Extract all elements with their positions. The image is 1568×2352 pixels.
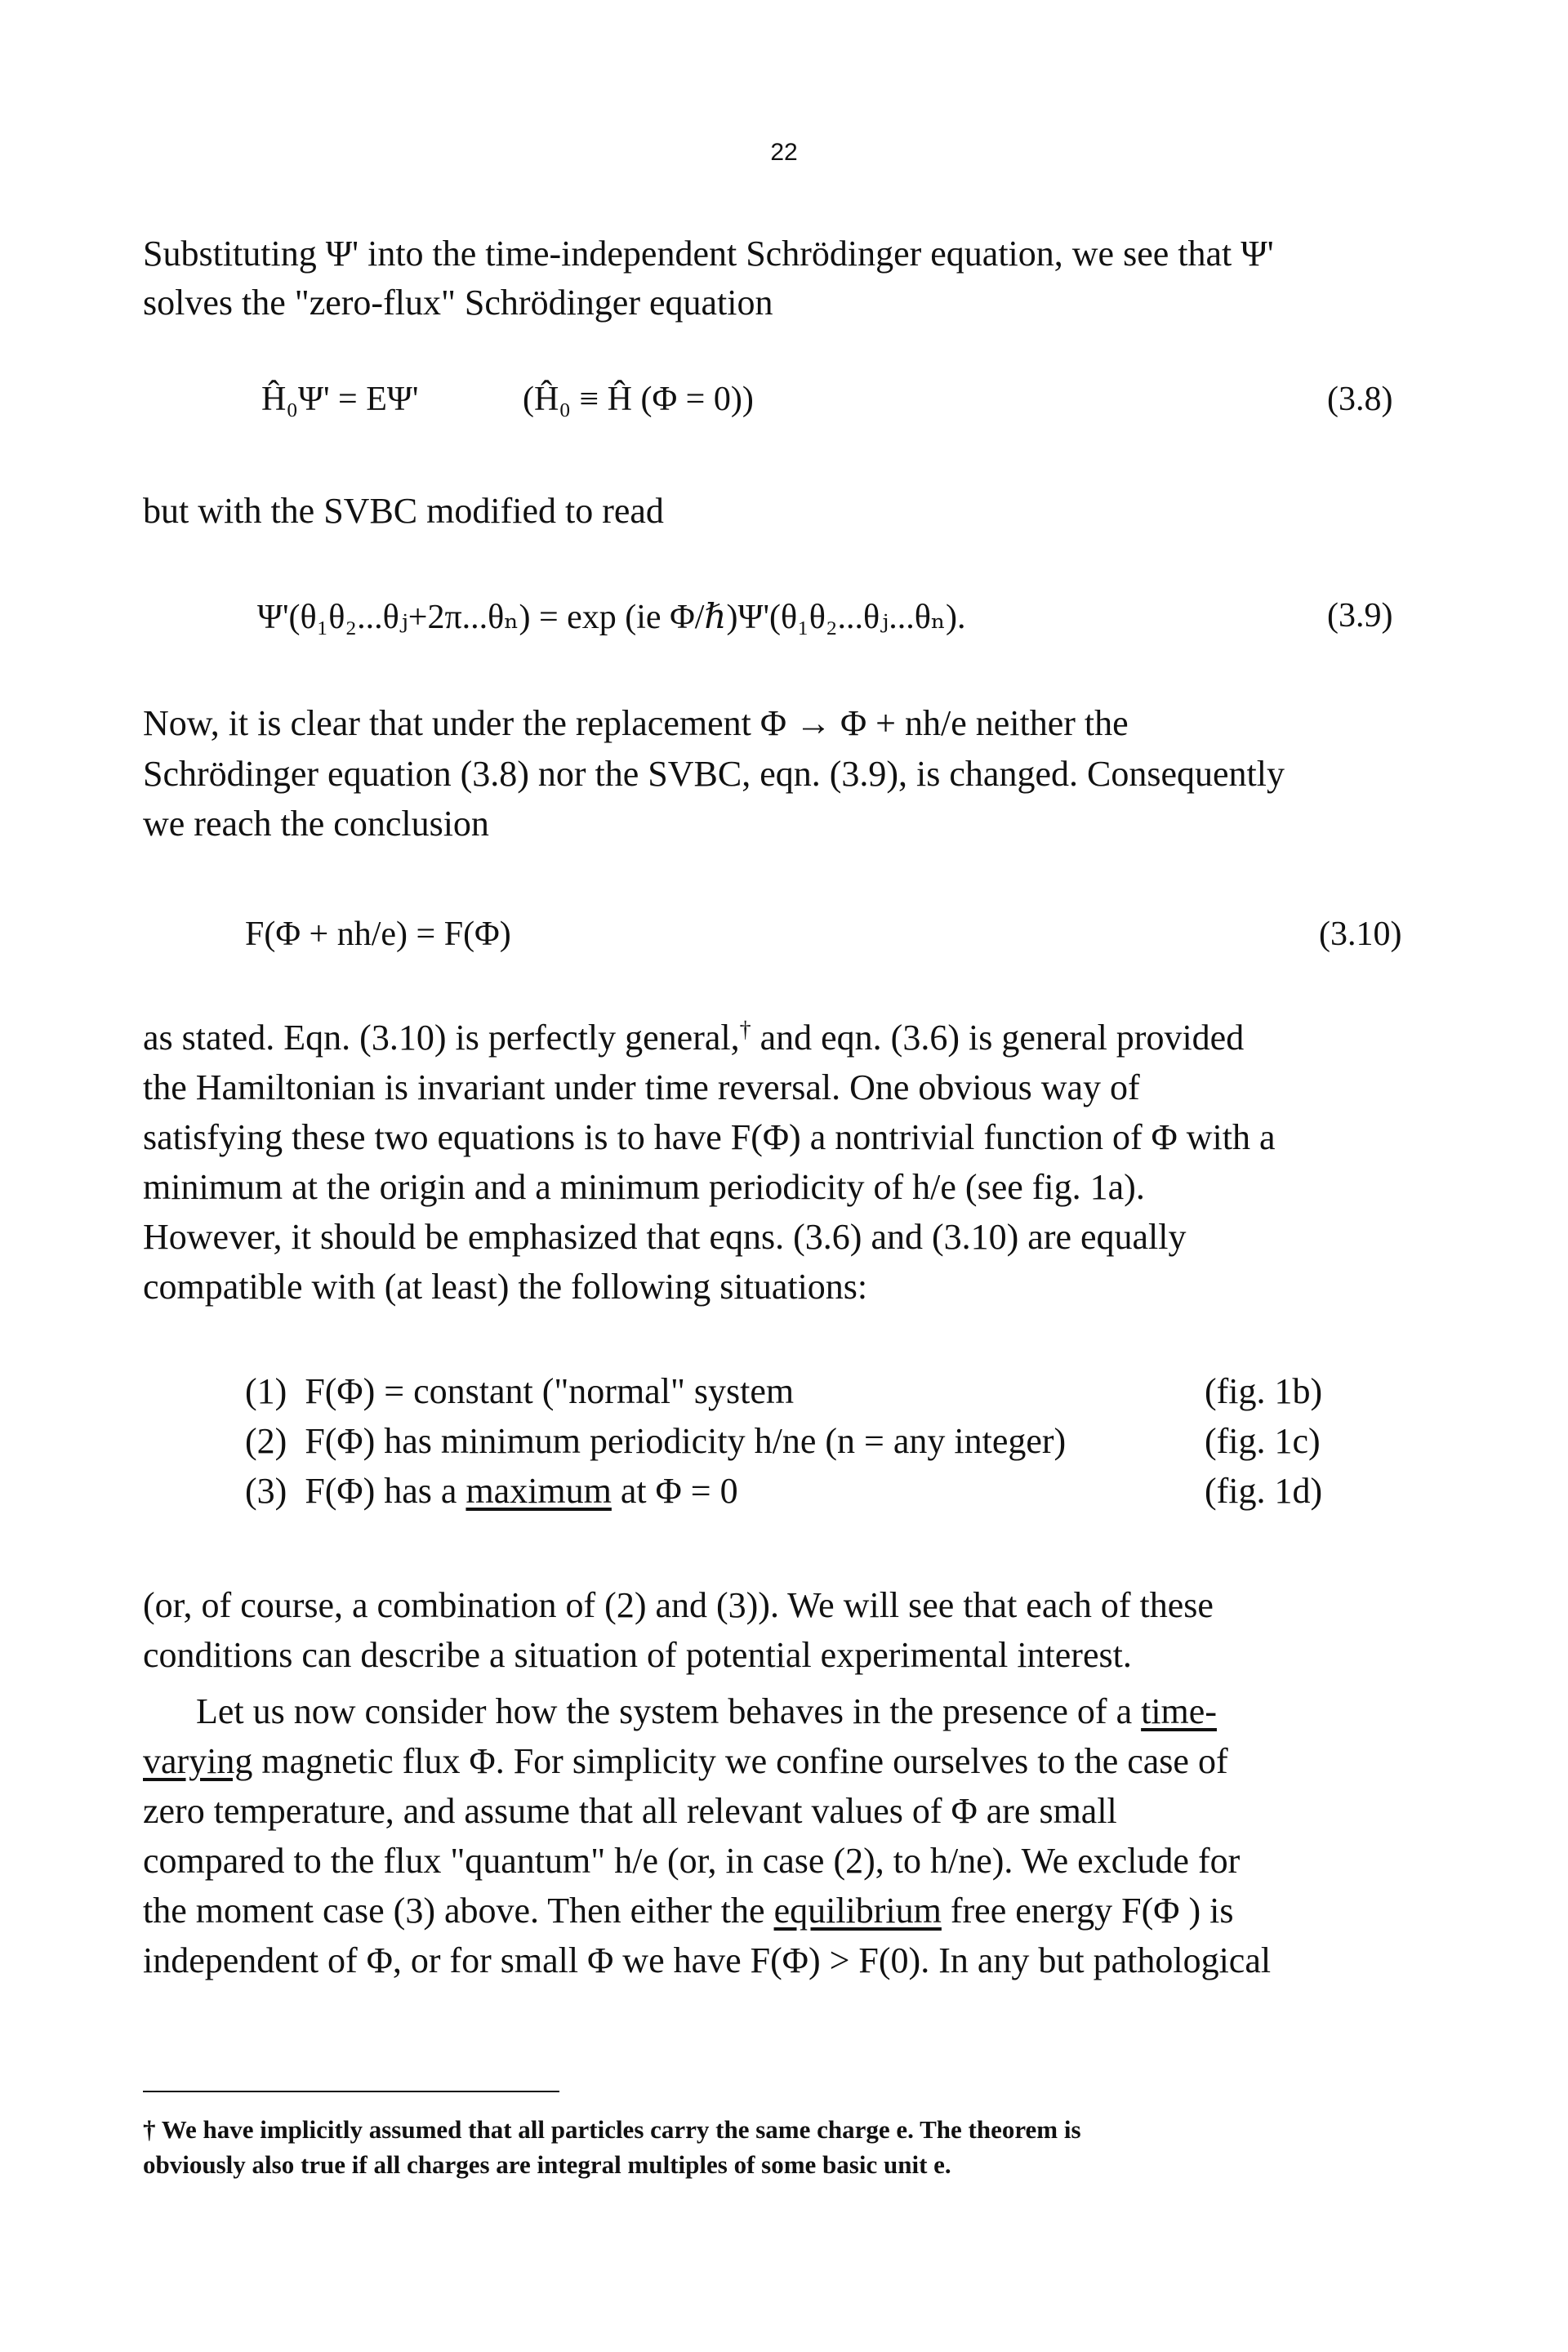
- paragraph-line: conditions can describe a situation of potential experimental interest.: [143, 1635, 1132, 1675]
- text-run: free energy F(Φ ) is: [941, 1891, 1234, 1931]
- paragraph-line: Schrödinger equation (3.8) nor the SVBC, eqn. (3.9), is changed. Consequently: [143, 754, 1285, 794]
- case-figure-ref: (fig. 1c): [1205, 1421, 1321, 1461]
- case-number: (2): [245, 1421, 287, 1461]
- case-figure-ref: (fig. 1b): [1205, 1371, 1323, 1411]
- footnote-line: obviously also true if all charges are integral multiples of some basic unit e.: [143, 2150, 951, 2179]
- paragraph-line: compared to the flux "quantum" h/e (or, in case (2), to h/ne). We exclude for: [143, 1841, 1241, 1881]
- equation-3-8-rhs: (Ĥ₀ ≡ Ĥ (Φ = 0)): [523, 381, 754, 418]
- equation-3-10: F(Φ + nh/e) = F(Φ): [245, 915, 511, 953]
- paragraph-line: However, it should be emphasized that eqns. (3.6) and (3.10) are equally: [143, 1217, 1187, 1257]
- paragraph-line: zero temperature, and assume that all relevant values of Φ are small: [143, 1791, 1117, 1831]
- case-number: (1): [245, 1371, 287, 1411]
- case-item: [245, 1370, 794, 1412]
- equation-number: (3.8): [1327, 381, 1393, 418]
- dagger-mark: †: [739, 1017, 751, 1043]
- case-item: [245, 1420, 1066, 1462]
- paragraph-line: [143, 1890, 1233, 1931]
- case-text: at Φ = 0: [611, 1471, 738, 1511]
- equation-number: (3.10): [1319, 915, 1402, 953]
- footnote-line: † We have implicitly assumed that all particles carry the same charge e. The theorem is: [143, 2115, 1081, 2144]
- text-run: as stated. Eqn. (3.10) is perfectly general,: [143, 1018, 740, 1058]
- paragraph-line: (or, of course, a combination of (2) and (3)). We will see that each of these: [143, 1585, 1214, 1625]
- paragraph-line: but with the SVBC modified to read: [143, 491, 664, 531]
- paragraph-line: Substituting Ψ' into the time-independent Schrödinger equation, we see that Ψ': [143, 234, 1274, 274]
- paragraph-line: Now, it is clear that under the replacement Φ → Φ + nh/e neither the: [143, 703, 1129, 743]
- text-run: the moment case (3) above. Then either the: [143, 1891, 774, 1931]
- case-text: F(Φ) has minimum periodicity h/ne (n = any integer): [305, 1421, 1067, 1461]
- case-text: F(Φ) has a: [305, 1471, 466, 1511]
- case-figure-ref: (fig. 1d): [1205, 1471, 1323, 1511]
- underlined-word: equilibrium: [773, 1891, 942, 1931]
- text-run: magnetic flux Φ. For simplicity we confine ourselves to the case of: [252, 1741, 1228, 1781]
- case-text: F(Φ) = constant ("normal" system: [305, 1371, 795, 1411]
- page-number: 22: [770, 139, 798, 166]
- text-run: Let us now consider how the system behaves in the presence of a: [196, 1691, 1142, 1731]
- underlined-word: maximum: [466, 1471, 612, 1511]
- underlined-word: varying: [143, 1741, 253, 1781]
- paragraph-line: [196, 1690, 1217, 1732]
- paragraph-line: satisfying these two equations is to have F(Φ) a nontrivial function of Φ with a: [143, 1117, 1276, 1157]
- paragraph-line: [143, 1740, 1228, 1782]
- paragraph-line: the Hamiltonian is invariant under time reversal. One obvious way of: [143, 1067, 1140, 1107]
- footnote-rule: [143, 2091, 559, 2092]
- paragraph-line: solves the "zero-flux" Schrödinger equation: [143, 283, 773, 323]
- case-item: [245, 1470, 738, 1512]
- case-number: (3): [245, 1471, 287, 1511]
- equation-number: (3.9): [1327, 597, 1393, 635]
- equation-3-9: Ψ'(θ₁θ₂...θⱼ+2π...θₙ) = exp (ie Φ/ℏ)Ψ'(θ₁θ₂...θⱼ...θₙ).: [257, 599, 966, 636]
- paragraph-line: minimum at the origin and a minimum periodicity of h/e (see fig. 1a).: [143, 1167, 1145, 1207]
- paragraph-line: independent of Φ, or for small Φ we have F(Φ) > F(0). In any but pathological: [143, 1940, 1272, 1980]
- paragraph-line: compatible with (at least) the following situations:: [143, 1267, 868, 1307]
- text-run: and eqn. (3.6) is general provided: [751, 1018, 1245, 1058]
- paragraph-line: we reach the conclusion: [143, 804, 489, 844]
- paragraph-line: [143, 1017, 1244, 1058]
- underlined-word: time-: [1141, 1691, 1217, 1731]
- equation-3-8-lhs: Ĥ₀Ψ' = EΨ': [261, 381, 419, 418]
